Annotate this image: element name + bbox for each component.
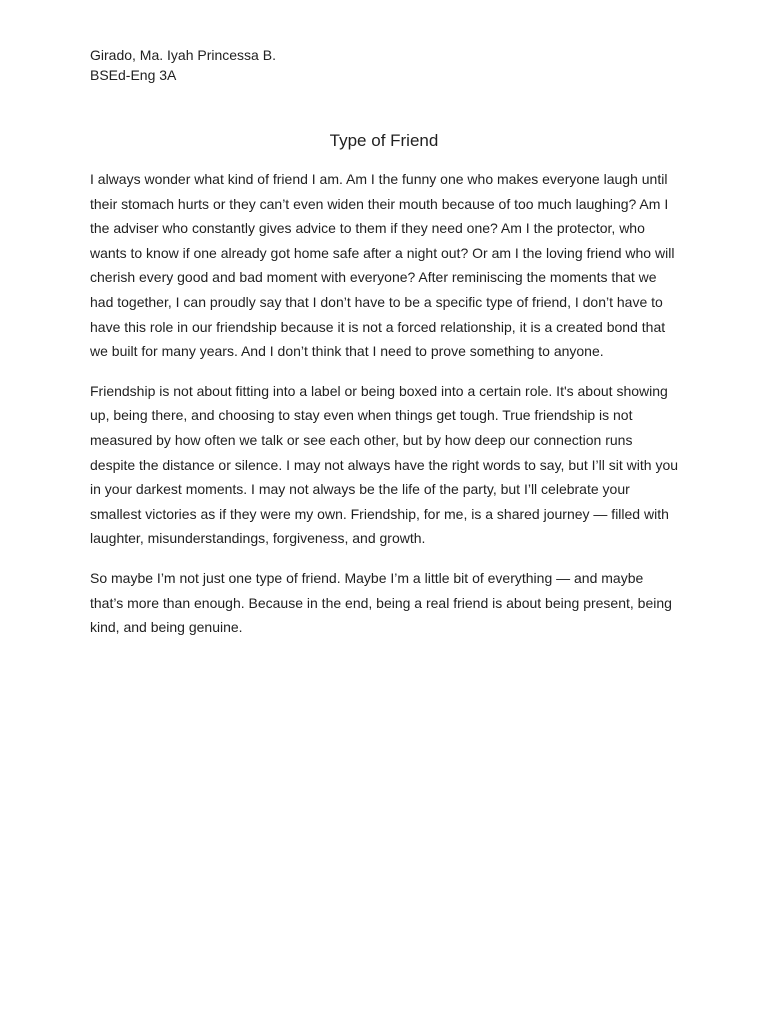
- author-name: Girado, Ma. Iyah Princessa B.: [90, 47, 276, 63]
- document-header: [90, 45, 276, 85]
- class-section: BSEd-Eng 3A: [90, 67, 177, 83]
- document-body: [90, 167, 680, 655]
- paragraph-1: I always wonder what kind of friend I am. Am I the funny one who makes everyone laugh until their stomach hurts or they can’t even widen their mouth because of too much laughing? Am I the adviser who constantly gives advice to them if they need one? Am I the protector, who wants to know if one already got home safe after a night out? Or am I the loving friend who will cherish every good and bad moment with everyone? After reminiscing the moments that we had together, I can proudly say that I don’t have to be a specific type of friend, I don’t have to have this role in our friendship because it is not a forced relationship, it is a created bond that we built for many years. And I don’t think that I need to prove something to anyone.: [90, 171, 675, 360]
- paragraph-3: So maybe I’m not just one type of friend. Maybe I’m a little bit of everything — and maybe that’s more than enough. Because in the end, being a real friend is about being present, being kind, and being genuine.: [90, 569, 672, 636]
- paragraph-2: Friendship is not about fitting into a label or being boxed into a certain role. It's about showing up, being there, and choosing to stay even when things get tough. True friendship is not measured by how often we talk or see each other, but by how deep our connection runs despite the distance or silence. I may not always have the right words to say, but I’ll sit with you in your darkest moments. I may not always be the life of the party, but I’ll celebrate your smallest victories as if they were my own. Friendship, for me, is a shared journey — filled with laughter, misunderstandings, forgiveness, and growth.: [90, 382, 679, 547]
- document-title: Type of Friend: [329, 131, 439, 150]
